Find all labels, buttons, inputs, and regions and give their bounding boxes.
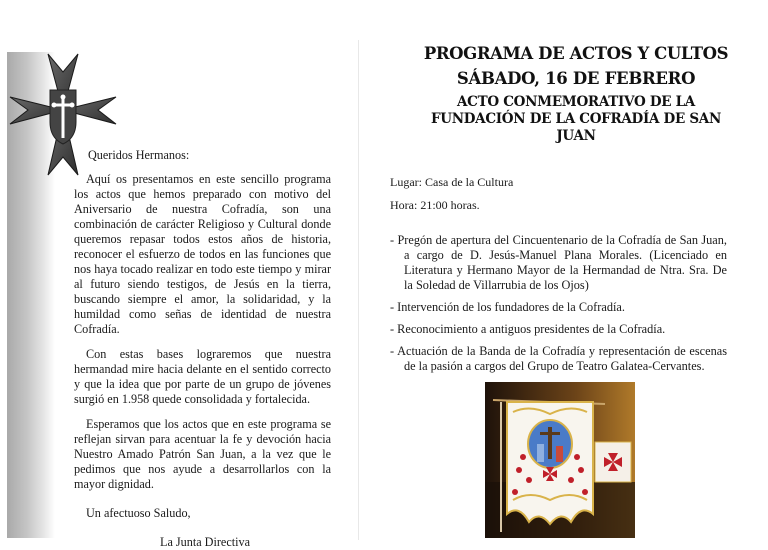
event-place: Lugar: Casa de la Cultura [390, 175, 514, 189]
acts-list [390, 233, 727, 381]
program-title: PROGRAMA DE ACTOS Y CULTOS [423, 44, 729, 63]
greeting: Queridos Hermanos: [88, 148, 190, 162]
banners-photo [485, 382, 635, 538]
left-page [0, 0, 384, 549]
act-item: - Intervención de los fundadores de la Cofradía. [390, 300, 625, 314]
event-date: SÁBADO, 16 DE FEBRERO [456, 69, 696, 88]
paragraph: Esperamos que los actos que en este programa se reflejan sirvan para acentuar la fe y devoción hacia Nuestro Amado Patrón San Juan, a la vez que le pedimos que nos ayude a desarrollarlos con la mayor dignidad. [74, 417, 331, 491]
right-page [384, 0, 768, 543]
act-item: - Pregón de apertura del Cincuentenario de la Cofradía de San Juan, a cargo de D. Jesús-Manuel Plana Morales. (Licenciado en Literatura y Hermano Mayor de la Hermandad de Ntra. Sra. De la Soledad de Villarrubia de los Ojos) [390, 233, 727, 292]
paragraph: Con estas bases lograremos que nuestra hermandad mire hacia delante en el sentido correcto y que la idea que por parte de un grupo de jóvenes surgió en 1.958 quede consolidada y fortalecida. [74, 347, 331, 406]
letter-body [74, 148, 331, 550]
signature: La Junta Directiva [160, 535, 251, 549]
page-fold-divider [358, 40, 359, 540]
event-info [390, 175, 513, 221]
event-time: Hora: 21:00 horas. [390, 198, 480, 212]
title-block [384, 44, 768, 145]
paragraph: Aquí os presentamos en este sencillo programa los actos que hemos preparado con motivo del Aniversario de nuestra Cofradía, son una combinación de carácter Religioso y Cultural donde queremos repasar todos estos años de historia, reconocer el esfuerzo de todos en las funciones que nos haya tocado realizar en todo este tiempo y mirar al futuro siendo testigos, de Jesús en la tierra, buscando siempre el amor, la solidaridad, y la humildad como señas de identidad de nuestra Cofradía. [74, 172, 331, 336]
act-item: - Actuación de la Banda de la Cofradía y representación de escenas de la pasión a cargos del Grupo de Teatro Galatea-Cervantes. [390, 344, 727, 373]
closing: Un afectuoso Saludo, [86, 506, 191, 520]
event-title: ACTO CONMEMORATIVO DE LA FUNDACIÓN DE LA COFRADÍA DE SAN JUAN [430, 94, 722, 144]
act-item: - Reconocimiento a antiguos presidentes de la Cofradía. [390, 322, 666, 336]
